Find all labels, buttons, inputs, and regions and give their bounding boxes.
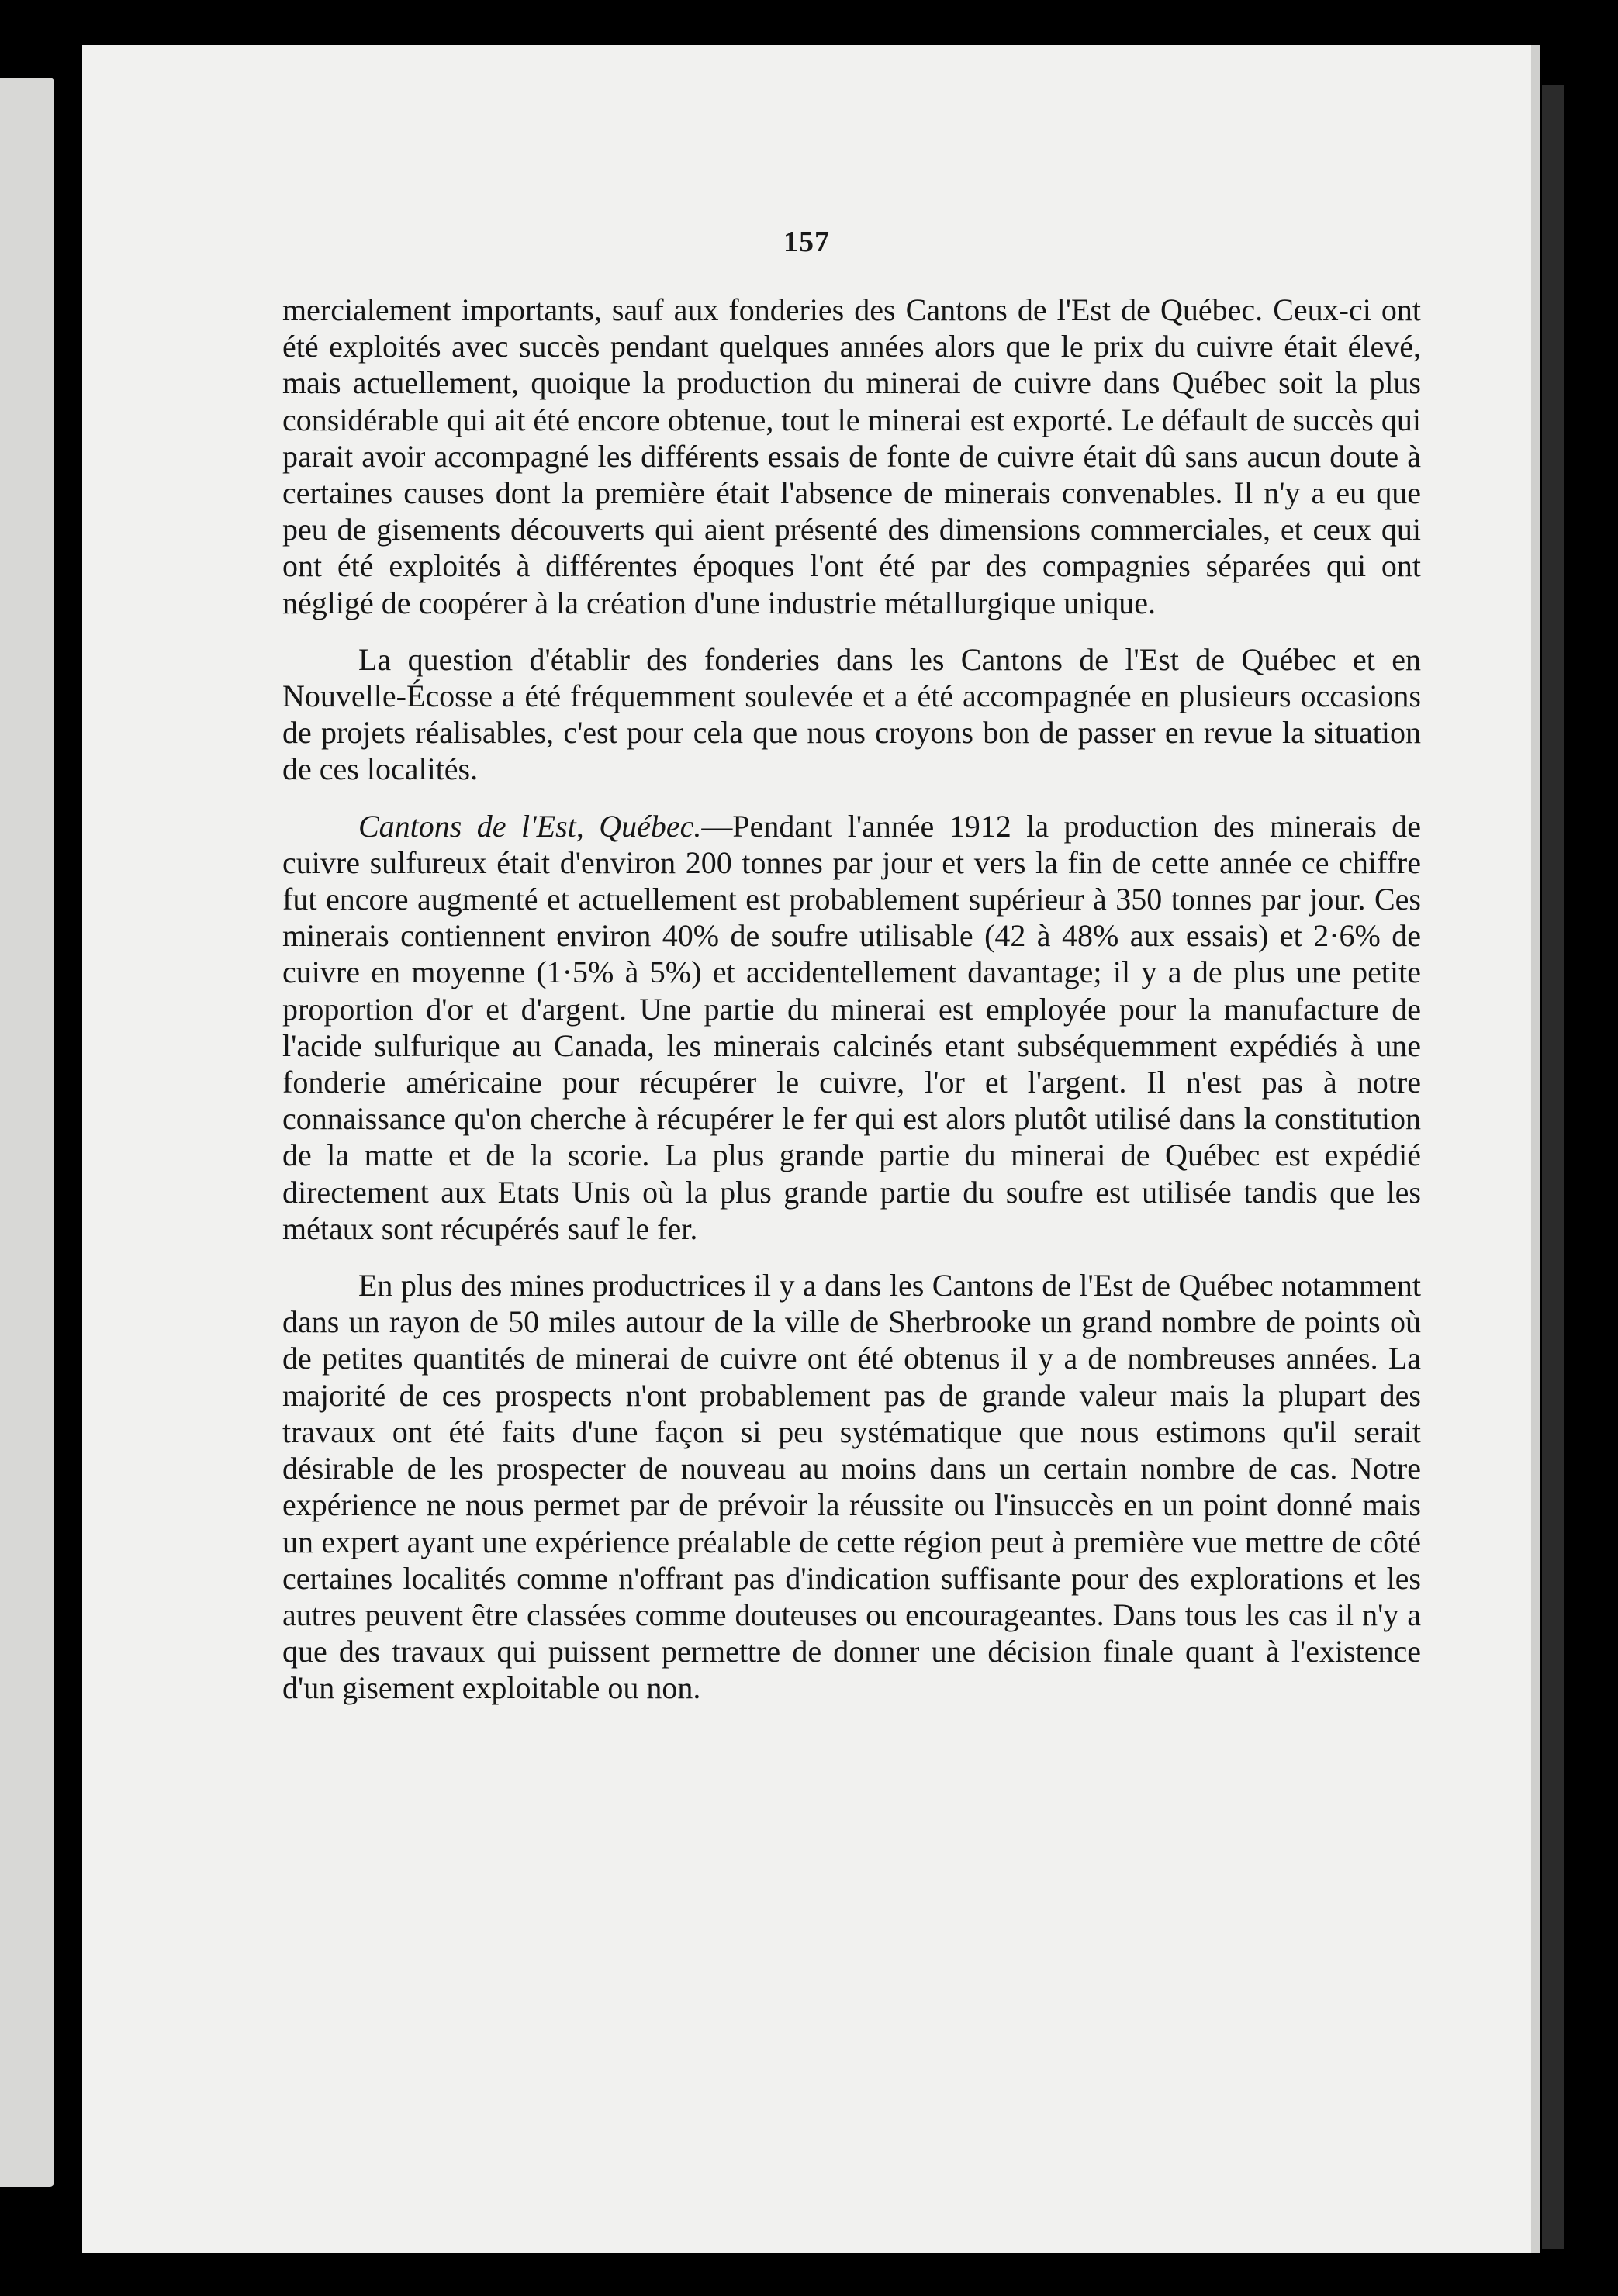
section-heading-inline: Cantons de l'Est, Québec. [358,808,702,844]
paragraph-3 [282,808,1421,1247]
page-shadow [1542,85,1564,2249]
paragraph-1: mercialement importants, sauf aux fonderies des Cantons de l'Est de Québec. Ceux-ci ont été exploités avec succès pendant quelques années alors que le prix du cuivre était élevé, mais actuellement, quoique la production du minerai de cuivre dans Québec soit la plus considérable qui ait été encore obtenue, tout le minerai est exporté. Le défault de succès qui parait avoir accompagné les différents essais de fonte de cuivre était dû sans aucun doute à certaines causes dont la première était l'absence de minerais convenables. Il n'y a eu que peu de gisements découverts qui aient présenté des dimensions commerciales, et ceux qui ont été exploités à différentes époques l'ont été par des compagnies séparées qui ont négligé de coopérer à la création d'une industrie métallurgique unique. [282,292,1421,620]
paragraph-3-text: —Pendant l'année 1912 la production des minerais de cuivre sulfureux était d'environ 200 tonnes par jour et vers la fin de cette année ce chiffre fut encore augmenté et actuellement est probablement supérieur à 350 tonnes par jour. Ces minerais contiennent environ 40% de soufre utilisable (42 à 48% aux essais) et 2·6% de cuivre en moyenne (1·5% à 5%) et accidentellement davantage; il y a de plus une petite proportion d'or et d'argent. Une partie du minerai est employée pour la manufacture de l'acide sulfurique au Canada, les minerais calcinés etant subséquemment expédiés à une fonderie américaine pour récupérer le cuivre, l'or et l'argent. Il n'est pas à notre connaissance qu'on cherche à récupérer le fer qui est alors plutôt utilisé dans la constitution de la matte et de la scorie. La plus grande partie du minerai de Québec est expédié directement aux Etats Unis où la plus grande partie du soufre est utilisée tandis que les métaux sont récupérés sauf le fer. [282,808,1421,1246]
paragraph-2: La question d'établir des fonderies dans les Cantons de l'Est de Québec et en Nouvelle-Écosse a été fréquemment soulevée et a été accompagnée en plusieurs occasions de projets réalisables, c'est pour cela que nous croyons bon de passer en revue la situation de ces localités. [282,641,1421,787]
body-text [282,292,1421,1727]
book-page [82,45,1540,2253]
page-number: 157 [783,226,830,258]
paragraph-4: En plus des mines productrices il y a dans les Cantons de l'Est de Québec notamment dans un rayon de 50 miles autour de la ville de Sherbrooke un grand nombre de points où de petites quantités de minerai de cuivre ont été obtenus il y a de nombreuses années. La majorité de ces prospects n'ont probablement pas de grande valeur mais la plupart des travaux ont été faits d'une façon si peu systématique que nous estimons qu'il serait désirable de les prospecter de nouveau au moins dans un certain nombre de cas. Notre expérience ne nous permet par de prévoir la réussite ou l'insuccès en un point donné mais un expert ayant une expérience préalable de cette région peut à première vue mettre de côté certaines localités comme n'offrant pas d'indication suffisante pour des explorations et les autres peuvent être classées comme douteuses ou encourageantes. Dans tous les cas il n'y a que des travaux qui puissent permettre de donner une décision finale quant à l'existence d'un gisement exploitable ou non. [282,1268,1421,1706]
adjacent-page-edge [0,78,54,2187]
